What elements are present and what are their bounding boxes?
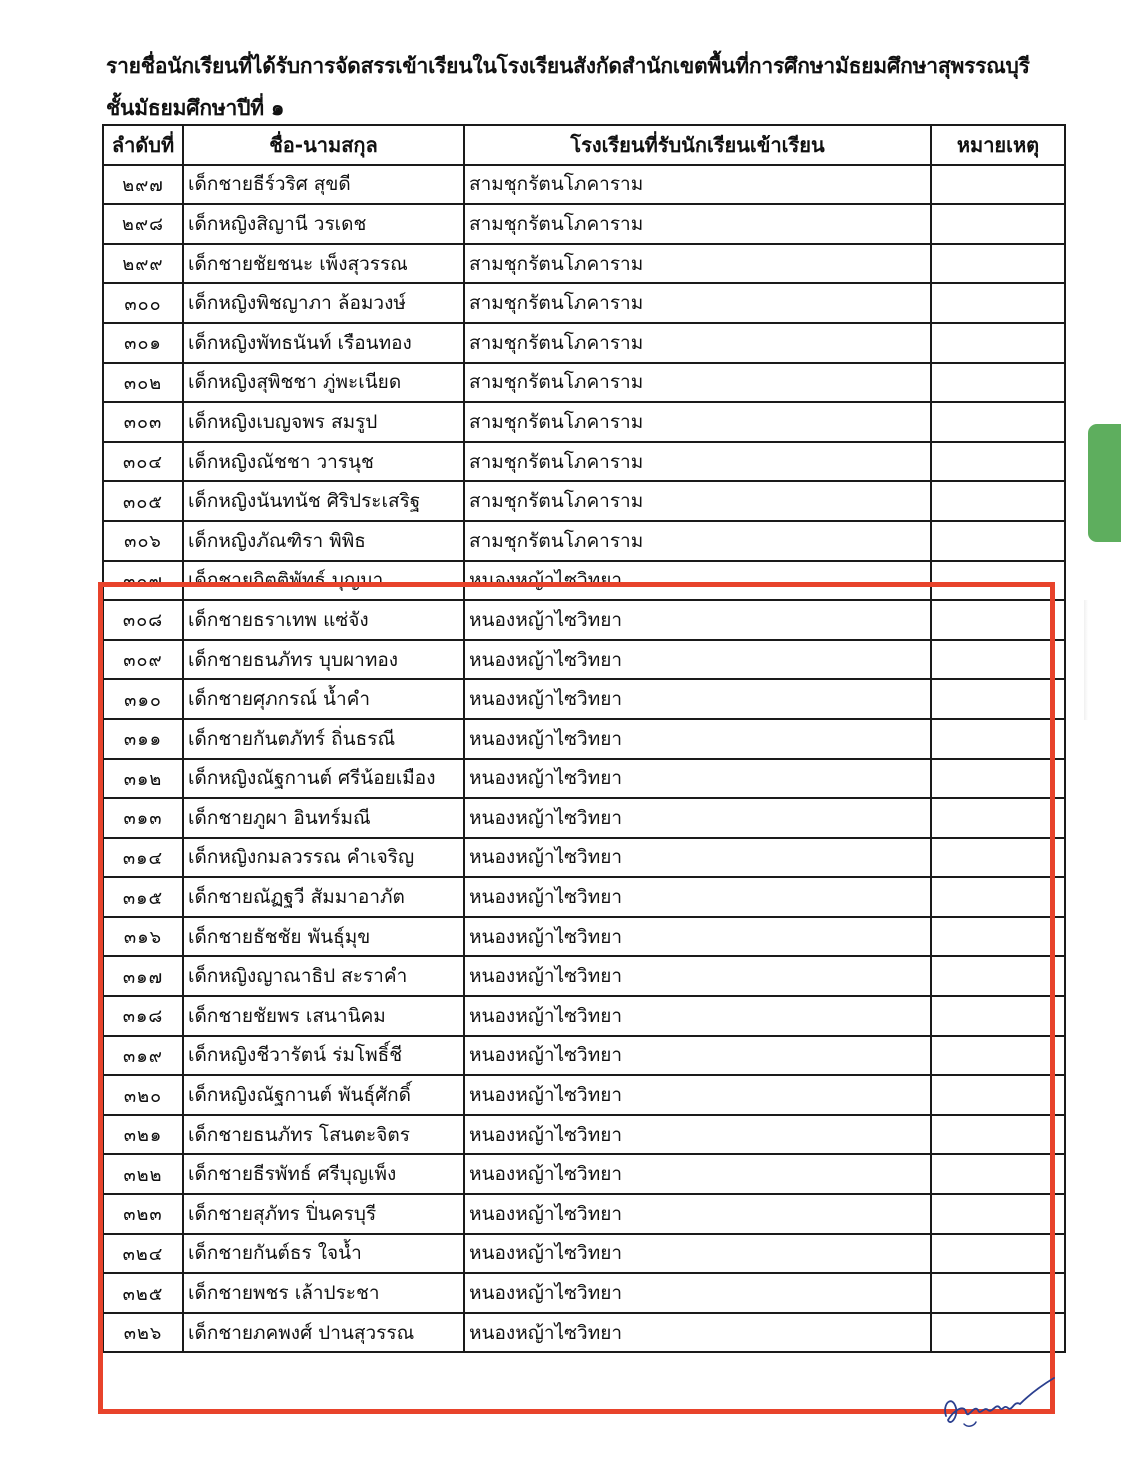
cell-remarks <box>931 679 1065 719</box>
cell-school: หนองหญ้าไซวิทยา <box>464 600 931 640</box>
cell-remarks <box>931 759 1065 799</box>
cell-student-name: เด็กหญิงสุพิชชา ภู่พะเนียด <box>183 363 464 403</box>
cell-school: หนองหญ้าไซวิทยา <box>464 1313 931 1353</box>
cell-school: หนองหญ้าไซวิทยา <box>464 1154 931 1194</box>
cell-order-no: ๒๙๙ <box>103 244 183 284</box>
cell-school: หนองหญ้าไซวิทยา <box>464 679 931 719</box>
cell-order-no: ๓๒๐ <box>103 1075 183 1115</box>
cell-student-name: เด็กหญิงเบญจพร สมรูป <box>183 402 464 442</box>
cell-remarks <box>931 956 1065 996</box>
side-panel-tab[interactable] <box>1088 424 1121 542</box>
cell-remarks <box>931 877 1065 917</box>
cell-remarks <box>931 1313 1065 1353</box>
cell-school: หนองหญ้าไซวิทยา <box>464 877 931 917</box>
cell-order-no: ๓๒๔ <box>103 1234 183 1274</box>
cell-remarks <box>931 1115 1065 1155</box>
cell-order-no: ๓๐๕ <box>103 481 183 521</box>
cell-remarks <box>931 442 1065 482</box>
cell-student-name: เด็กชายธีร์วริศ สุขดี <box>183 165 464 205</box>
cell-student-name: เด็กหญิงนันทนัช ศิริประเสริฐ <box>183 481 464 521</box>
cell-remarks <box>931 323 1065 363</box>
cell-school: สามชุกรัตนโภคาราม <box>464 283 931 323</box>
cell-school: หนองหญ้าไซวิทยา <box>464 1036 931 1076</box>
table-row <box>103 363 1065 403</box>
table-row <box>103 323 1065 363</box>
cell-school: หนองหญ้าไซวิทยา <box>464 1194 931 1234</box>
cell-school: สามชุกรัตนโภคาราม <box>464 481 931 521</box>
table-body <box>103 165 1065 1353</box>
table-row <box>103 561 1065 601</box>
cell-order-no: ๓๐๖ <box>103 521 183 561</box>
table-row <box>103 1075 1065 1115</box>
cell-school: หนองหญ้าไซวิทยา <box>464 1234 931 1274</box>
cell-student-name: เด็กหญิงสิญานี วรเดช <box>183 204 464 244</box>
table-row <box>103 481 1065 521</box>
table-row <box>103 442 1065 482</box>
cell-student-name: เด็กหญิงณัชชา วารนุช <box>183 442 464 482</box>
cell-order-no: ๓๐๘ <box>103 600 183 640</box>
cell-school: สามชุกรัตนโภคาราม <box>464 323 931 363</box>
cell-order-no: ๓๐๔ <box>103 442 183 482</box>
table-row <box>103 165 1065 205</box>
cell-remarks <box>931 1154 1065 1194</box>
cell-remarks <box>931 1036 1065 1076</box>
cell-remarks <box>931 402 1065 442</box>
table-row <box>103 1154 1065 1194</box>
table-row <box>103 877 1065 917</box>
cell-student-name: เด็กชายธนภัทร โสนตะจิตร <box>183 1115 464 1155</box>
cell-school: สามชุกรัตนโภคาราม <box>464 165 931 205</box>
table-row <box>103 798 1065 838</box>
cell-school: สามชุกรัตนโภคาราม <box>464 363 931 403</box>
table-row <box>103 283 1065 323</box>
cell-school: หนองหญ้าไซวิทยา <box>464 996 931 1036</box>
cell-school: หนองหญ้าไซวิทยา <box>464 956 931 996</box>
table-row <box>103 719 1065 759</box>
cell-school: หนองหญ้าไซวิทยา <box>464 561 931 601</box>
cell-school: สามชุกรัตนโภคาราม <box>464 442 931 482</box>
table-row <box>103 600 1065 640</box>
cell-order-no: ๓๒๓ <box>103 1194 183 1234</box>
table-header-row <box>103 125 1065 165</box>
cell-remarks <box>931 481 1065 521</box>
cell-remarks <box>931 363 1065 403</box>
table-row <box>103 917 1065 957</box>
cell-school: สามชุกรัตนโภคาราม <box>464 402 931 442</box>
cell-student-name: เด็กชายธนภัทร บุบผาทอง <box>183 640 464 680</box>
cell-order-no: ๓๐๒ <box>103 363 183 403</box>
table-row <box>103 1194 1065 1234</box>
table-row <box>103 1234 1065 1274</box>
cell-order-no: ๓๑๒ <box>103 759 183 799</box>
table-row <box>103 1115 1065 1155</box>
cell-remarks <box>931 1234 1065 1274</box>
cell-remarks <box>931 996 1065 1036</box>
table-row <box>103 1036 1065 1076</box>
table-row <box>103 402 1065 442</box>
cell-remarks <box>931 838 1065 878</box>
cell-student-name: เด็กชายธัชชัย พันธุ์มุข <box>183 917 464 957</box>
signature-scribble <box>934 1364 1062 1434</box>
cell-student-name: เด็กชายศุภกรณ์ น้ำคำ <box>183 679 464 719</box>
cell-student-name: เด็กชายภคพงศ์ ปานสุวรรณ <box>183 1313 464 1353</box>
cell-order-no: ๒๙๗ <box>103 165 183 205</box>
cell-student-name: เด็กชายธราเทพ แซ่จัง <box>183 600 464 640</box>
table-row <box>103 838 1065 878</box>
cell-remarks <box>931 204 1065 244</box>
cell-order-no: ๓๑๗ <box>103 956 183 996</box>
header-full-name: ชื่อ-นามสกุล <box>183 125 464 165</box>
cell-order-no: ๓๑๐ <box>103 679 183 719</box>
cell-order-no: ๓๐๙ <box>103 640 183 680</box>
cell-order-no: ๓๑๕ <box>103 877 183 917</box>
cell-order-no: ๓๐๐ <box>103 283 183 323</box>
cell-order-no: ๒๙๘ <box>103 204 183 244</box>
cell-order-no: ๓๒๕ <box>103 1273 183 1313</box>
document-subtitle: ชั้นมัธยมศึกษาปีที่ ๑ <box>106 96 285 120</box>
cell-school: หนองหญ้าไซวิทยา <box>464 1273 931 1313</box>
cell-student-name: เด็กชายกิตติพัทธ์ บุญมา <box>183 561 464 601</box>
cell-order-no: ๓๐๑ <box>103 323 183 363</box>
table-row <box>103 679 1065 719</box>
table-row <box>103 521 1065 561</box>
cell-student-name: เด็กหญิงภัณฑิรา พิพิธ <box>183 521 464 561</box>
cell-remarks <box>931 521 1065 561</box>
cell-remarks <box>931 719 1065 759</box>
cell-student-name: เด็กชายภูผา อินทร์มณี <box>183 798 464 838</box>
table-row <box>103 204 1065 244</box>
table-row <box>103 1313 1065 1353</box>
cell-school: สามชุกรัตนโภคาราม <box>464 244 931 284</box>
cell-student-name: เด็กหญิงพัทธนันท์ เรือนทอง <box>183 323 464 363</box>
cell-school: หนองหญ้าไซวิทยา <box>464 719 931 759</box>
cell-remarks <box>931 798 1065 838</box>
cell-order-no: ๓๒๖ <box>103 1313 183 1353</box>
cell-student-name: เด็กหญิงณัฐกานต์ ศรีน้อยเมือง <box>183 759 464 799</box>
cell-remarks <box>931 600 1065 640</box>
cell-remarks <box>931 561 1065 601</box>
student-table <box>102 124 1066 1353</box>
cell-school: หนองหญ้าไซวิทยา <box>464 838 931 878</box>
cell-student-name: เด็กชายกันต์ธร ใจน้ำ <box>183 1234 464 1274</box>
cell-school: หนองหญ้าไซวิทยา <box>464 640 931 680</box>
cell-student-name: เด็กหญิงกมลวรรณ คำเจริญ <box>183 838 464 878</box>
cell-remarks <box>931 1194 1065 1234</box>
cell-student-name: เด็กชายธีรพัทธ์ ศรีบุญเพ็ง <box>183 1154 464 1194</box>
cell-remarks <box>931 1075 1065 1115</box>
cell-remarks <box>931 1273 1065 1313</box>
cell-student-name: เด็กหญิงญาณาธิป สะราคำ <box>183 956 464 996</box>
cell-school: สามชุกรัตนโภคาราม <box>464 521 931 561</box>
header-remarks: หมายเหตุ <box>931 125 1065 165</box>
cell-student-name: เด็กชายกันตภัทร์ ถิ่นธรณี <box>183 719 464 759</box>
cell-order-no: ๓๑๖ <box>103 917 183 957</box>
cell-remarks <box>931 165 1065 205</box>
cell-order-no: ๓๒๒ <box>103 1154 183 1194</box>
cell-student-name: เด็กชายณัฏฐวี สัมมาอาภัต <box>183 877 464 917</box>
cell-order-no: ๓๐๗ <box>103 561 183 601</box>
table-row <box>103 996 1065 1036</box>
table-row <box>103 759 1065 799</box>
cell-school: สามชุกรัตนโภคาราม <box>464 204 931 244</box>
cell-remarks <box>931 283 1065 323</box>
cell-order-no: ๓๒๑ <box>103 1115 183 1155</box>
cell-remarks <box>931 640 1065 680</box>
cell-school: หนองหญ้าไซวิทยา <box>464 1115 931 1155</box>
cell-student-name: เด็กชายชัยพร เสนานิคม <box>183 996 464 1036</box>
cell-student-name: เด็กชายพชร เล้าประชา <box>183 1273 464 1313</box>
cell-student-name: เด็กหญิงพิชญาภา ล้อมวงษ์ <box>183 283 464 323</box>
cell-student-name: เด็กชายชัยชนะ เพ็งสุวรรณ <box>183 244 464 284</box>
header-order-no: ลำดับที่ <box>103 125 183 165</box>
cell-order-no: ๓๐๓ <box>103 402 183 442</box>
cell-school: หนองหญ้าไซวิทยา <box>464 1075 931 1115</box>
header-school: โรงเรียนที่รับนักเรียนเข้าเรียน <box>464 125 931 165</box>
cell-remarks <box>931 917 1065 957</box>
cell-student-name: เด็กหญิงณัฐกานต์ พันธุ์ศักดิ์ <box>183 1075 464 1115</box>
side-panel-edge <box>1084 600 1088 720</box>
cell-order-no: ๓๑๘ <box>103 996 183 1036</box>
cell-order-no: ๓๑๑ <box>103 719 183 759</box>
cell-school: หนองหญ้าไซวิทยา <box>464 798 931 838</box>
cell-order-no: ๓๑๔ <box>103 838 183 878</box>
table-row <box>103 640 1065 680</box>
cell-school: หนองหญ้าไซวิทยา <box>464 917 931 957</box>
table-row <box>103 1273 1065 1313</box>
cell-remarks <box>931 244 1065 284</box>
cell-order-no: ๓๑๙ <box>103 1036 183 1076</box>
cell-student-name: เด็กชายสุภัทร ปิ่นครบุรี <box>183 1194 464 1234</box>
cell-student-name: เด็กหญิงชีวารัตน์ ร่มโพธิ์ชี <box>183 1036 464 1076</box>
document-title: รายชื่อนักเรียนที่ได้รับการจัดสรรเข้าเรียนในโรงเรียนสังกัดสำนักเขตพื้นที่การศึกษามัธยมศึกษาสุพรรณบุรี <box>106 54 1030 78</box>
cell-order-no: ๓๑๓ <box>103 798 183 838</box>
cell-school: หนองหญ้าไซวิทยา <box>464 759 931 799</box>
table-row <box>103 956 1065 996</box>
table-row <box>103 244 1065 284</box>
